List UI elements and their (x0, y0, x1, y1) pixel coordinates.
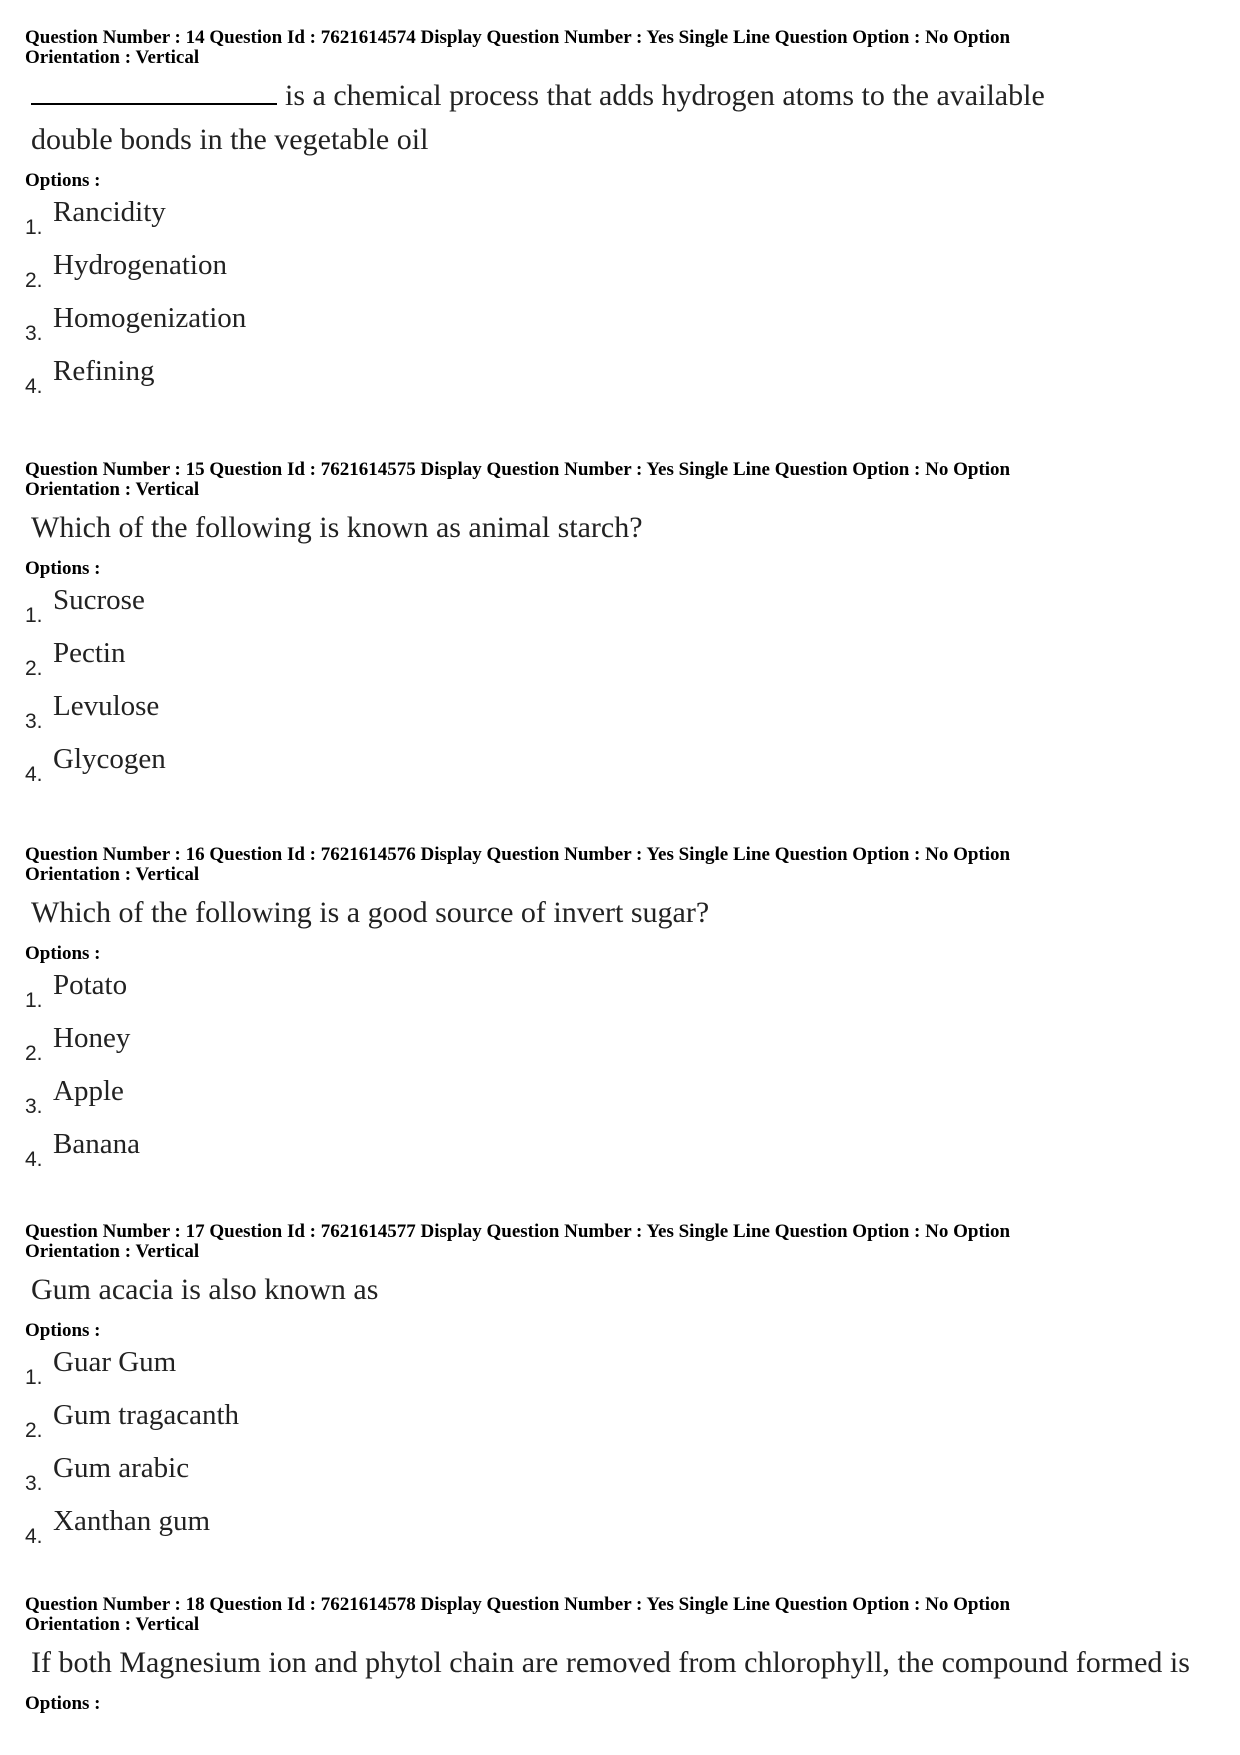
option-text: Pectin (53, 637, 126, 669)
question-meta-line1: Question Number : 16 Question Id : 7621614576 Display Question Number : Yes Single Line Question Option : No Option (25, 844, 1011, 865)
option-number: 3. (25, 710, 43, 733)
option-item (25, 1395, 1225, 1448)
option-number: 1. (25, 1366, 43, 1389)
option-number: 3. (25, 1472, 43, 1495)
option-text: Honey (53, 1022, 131, 1054)
option-text: Levulose (53, 690, 160, 722)
option-item (25, 1501, 1225, 1554)
option-number: 4. (25, 763, 43, 786)
option-text: Potato (53, 969, 128, 1001)
option-item (25, 965, 1225, 1018)
option-text: Banana (53, 1128, 140, 1160)
option-number: 2. (25, 269, 43, 292)
question-meta-line2: Orientation : Vertical (25, 1614, 200, 1635)
option-item (25, 1018, 1225, 1071)
option-text: Guar Gum (53, 1346, 177, 1378)
question-text: If both Magnesium ion and phytol chain are removed from chlorophyll, the compound formed is (31, 1646, 1190, 1679)
option-text: Gum arabic (53, 1452, 190, 1484)
question-17 (25, 1222, 1225, 1554)
option-text: Glycogen (53, 743, 166, 775)
option-text: Apple (53, 1075, 124, 1107)
option-item (25, 1124, 1225, 1177)
option-text: Gum tragacanth (53, 1399, 240, 1431)
option-item (25, 351, 1225, 404)
question-text: Which of the following is known as animal starch? (31, 511, 643, 544)
question-meta-line1: Question Number : 14 Question Id : 7621614574 Display Question Number : Yes Single Line Question Option : No Option (25, 27, 1011, 48)
options-label: Options : (25, 1693, 101, 1714)
question-16 (25, 845, 1225, 1177)
option-number: 1. (25, 604, 43, 627)
option-number: 2. (25, 1042, 43, 1065)
option-number: 2. (25, 1419, 43, 1442)
question-meta-line2: Orientation : Vertical (25, 864, 200, 885)
question-14 (25, 28, 1225, 404)
options-label: Options : (25, 170, 101, 191)
option-item (25, 192, 1225, 245)
question-meta-line2: Orientation : Vertical (25, 1241, 200, 1262)
option-item (25, 1448, 1225, 1501)
question-text: is a chemical process that adds hydrogen atoms to the available double bonds in the vegetable oil (31, 79, 1045, 156)
option-number: 4. (25, 1148, 43, 1171)
option-item (25, 1071, 1225, 1124)
question-text: Which of the following is a good source of invert sugar? (31, 896, 710, 929)
option-number: 3. (25, 322, 43, 345)
option-item (25, 245, 1225, 298)
fill-in-blank (31, 79, 277, 105)
question-text: Gum acacia is also known as (31, 1273, 379, 1306)
option-item (25, 686, 1225, 739)
question-meta-line1: Question Number : 17 Question Id : 7621614577 Display Question Number : Yes Single Line Question Option : No Option (25, 1221, 1011, 1242)
option-text: Refining (53, 355, 155, 387)
question-meta-line2: Orientation : Vertical (25, 47, 200, 68)
option-number: 3. (25, 1095, 43, 1118)
option-text: Sucrose (53, 584, 145, 616)
option-item (25, 1342, 1225, 1395)
option-text: Xanthan gum (53, 1505, 211, 1537)
question-18 (25, 1595, 1225, 1715)
option-number: 4. (25, 375, 43, 398)
options-label: Options : (25, 943, 101, 964)
question-meta-line1: Question Number : 18 Question Id : 7621614578 Display Question Number : Yes Single Line Question Option : No Option (25, 1594, 1011, 1615)
option-number: 1. (25, 989, 43, 1012)
option-item (25, 739, 1225, 792)
option-text: Homogenization (53, 302, 247, 334)
options-label: Options : (25, 558, 101, 579)
option-text: Rancidity (53, 196, 166, 228)
options-label: Options : (25, 1320, 101, 1341)
question-meta-line2: Orientation : Vertical (25, 479, 200, 500)
question-15 (25, 460, 1225, 792)
option-number: 2. (25, 657, 43, 680)
option-item (25, 298, 1225, 351)
question-meta-line1: Question Number : 15 Question Id : 7621614575 Display Question Number : Yes Single Line Question Option : No Option (25, 459, 1011, 480)
option-number: 4. (25, 1525, 43, 1548)
option-item (25, 633, 1225, 686)
option-number: 1. (25, 216, 43, 239)
option-item (25, 580, 1225, 633)
option-text: Hydrogenation (53, 249, 227, 281)
